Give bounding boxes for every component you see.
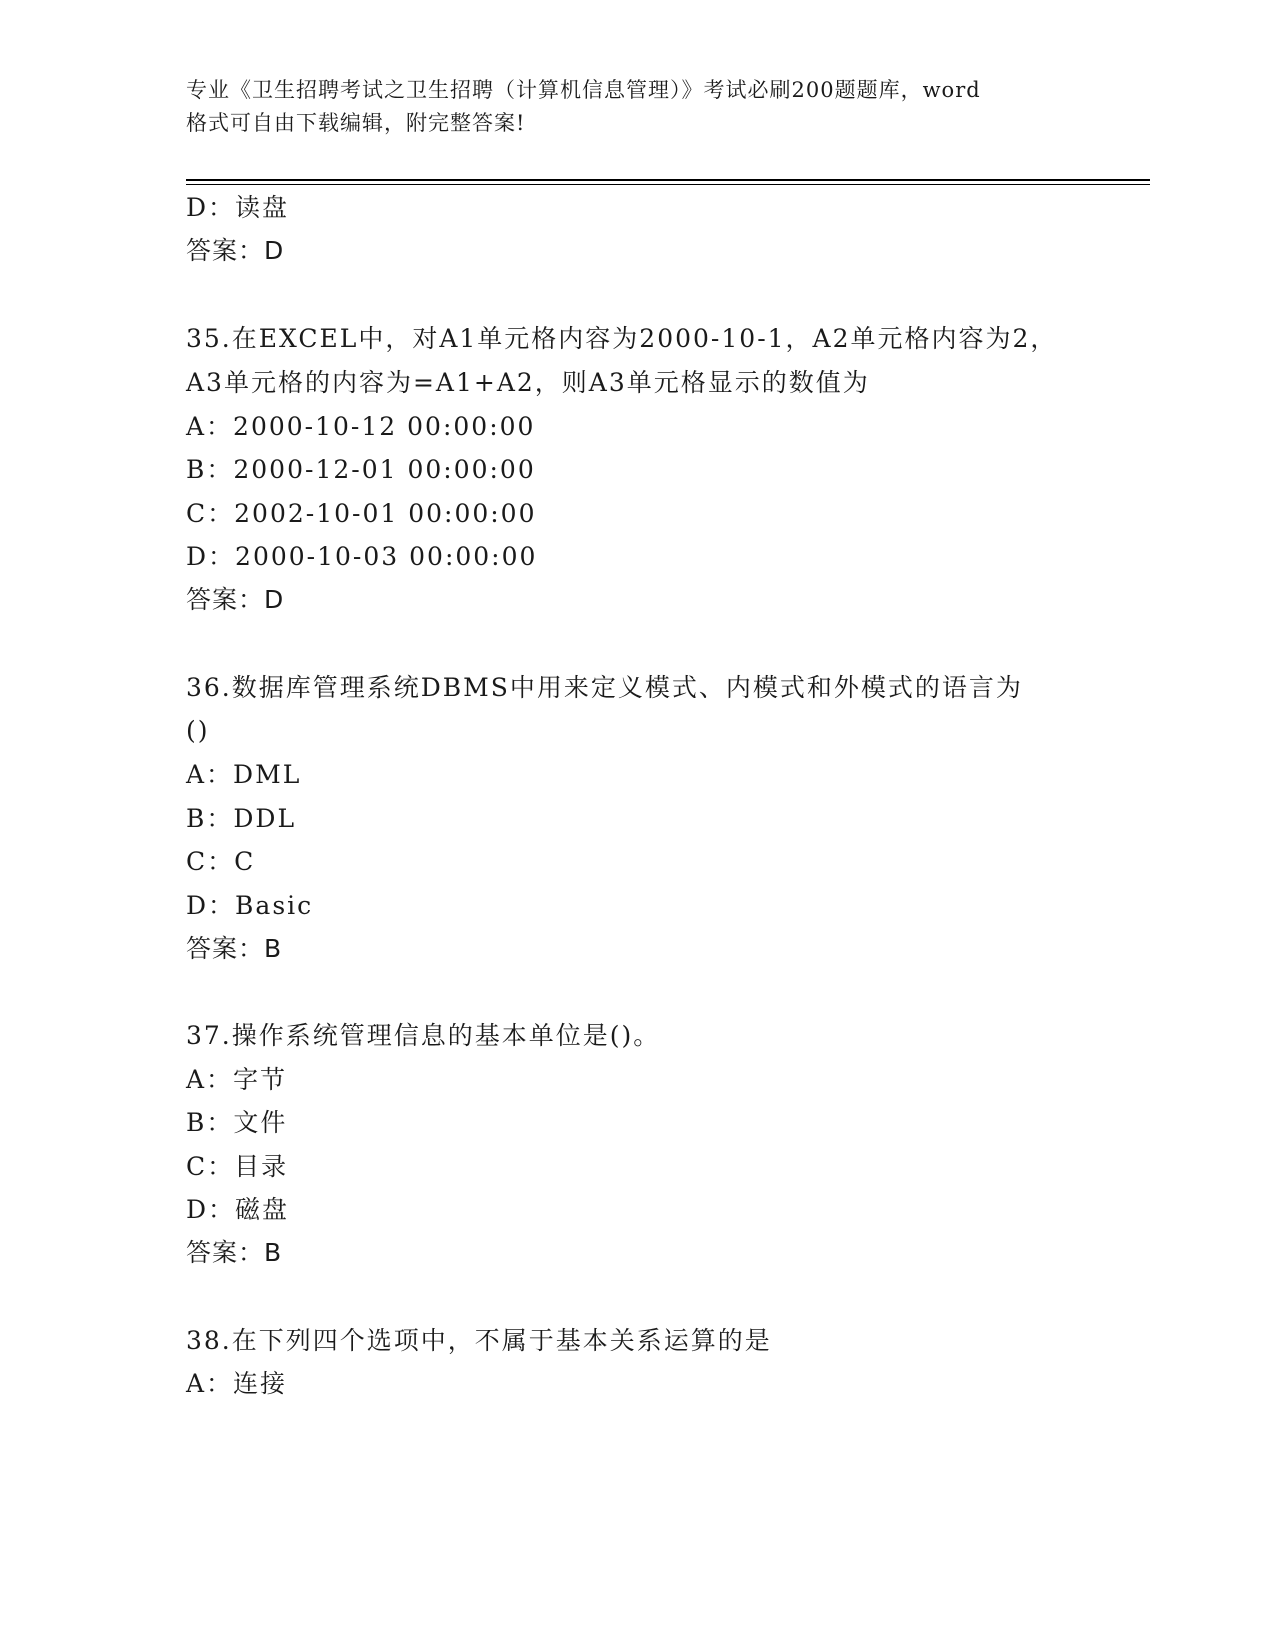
q37-option-b: B：文件 xyxy=(186,1108,288,1137)
q35-option-d: D：2000-10-03 00:00:00 xyxy=(186,542,538,571)
header-divider-thin xyxy=(186,184,1150,185)
q36-option-b: B：DDL xyxy=(186,804,297,833)
q36-answer: 答案：B xyxy=(186,934,283,963)
q37-answer: 答案：B xyxy=(186,1238,283,1267)
prev-option-d: D：读盘 xyxy=(186,193,290,222)
q37-option-a: A：字节 xyxy=(186,1065,288,1094)
q35-option-c: C：2002-10-01 00:00:00 xyxy=(186,499,537,528)
header-line-1: 专业《卫生招聘考试之卫生招聘（计算机信息管理）》考试必刷200题题库，word xyxy=(186,78,981,102)
q36-stem-line-1: 36.数据库管理系统DBMS中用来定义模式、内模式和外模式的语言为 xyxy=(186,673,1023,702)
q36-option-a: A：DML xyxy=(186,760,302,789)
header-divider-thick xyxy=(186,179,1150,181)
header-line-2: 格式可自由下载编辑，附完整答案! xyxy=(186,111,526,135)
prev-answer: 答案：D xyxy=(186,236,285,265)
q37-stem-line-1: 37.操作系统管理信息的基本单位是()。 xyxy=(186,1021,661,1050)
q36-option-c: C：C xyxy=(186,847,256,876)
q35-stem-line-2: A3单元格的内容为=A1+A2，则A3单元格显示的数值为 xyxy=(186,368,870,397)
q35-answer: 答案：D xyxy=(186,585,285,614)
q38-stem-line-1: 38.在下列四个选项中，不属于基本关系运算的是 xyxy=(186,1326,772,1355)
q37-option-c: C：目录 xyxy=(186,1152,289,1181)
q38-option-a: A：连接 xyxy=(186,1369,288,1398)
q35-stem-line-1: 35.在EXCEL中，对A1单元格内容为2000-10-1，A2单元格内容为2， xyxy=(186,324,1058,353)
q35-option-a: A：2000-10-12 00:00:00 xyxy=(186,412,536,441)
q37-option-d: D：磁盘 xyxy=(186,1195,290,1224)
q35-option-b: B：2000-12-01 00:00:00 xyxy=(186,455,536,484)
q36-stem-line-2: () xyxy=(186,716,210,745)
document-header xyxy=(186,74,1086,140)
q36-option-d: D：Basic xyxy=(186,891,314,920)
